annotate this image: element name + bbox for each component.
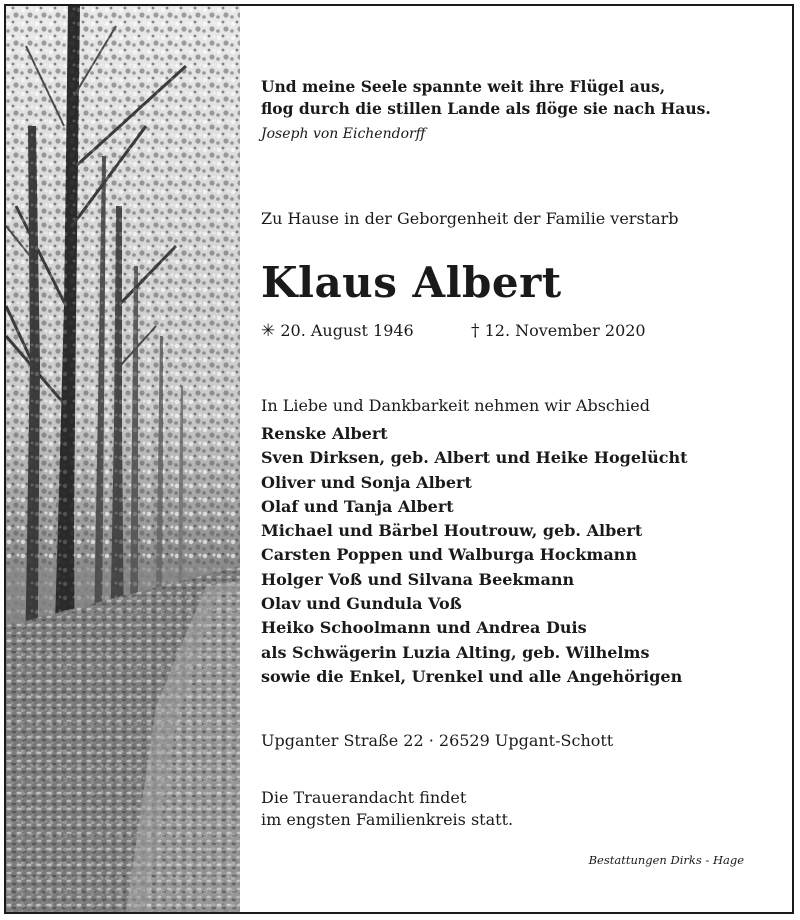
mourner: Sven Dirksen, geb. Albert und Heike Hogelücht: [261, 448, 688, 468]
death-date: 12. November 2020: [484, 321, 646, 340]
service-notice: [261, 787, 513, 831]
mourner: Olav und Gundula Voß: [261, 594, 462, 614]
mourner: Heiko Schoolmann und Andrea Duis: [261, 618, 587, 638]
mourner: Oliver und Sonja Albert: [261, 472, 472, 492]
service-line-2: im engsten Familienkreis statt.: [261, 810, 514, 829]
service-line-1: Die Trauerandacht findet: [261, 788, 467, 807]
mourners-list: [261, 422, 687, 689]
death-date-line: [471, 321, 646, 341]
mourner: Holger Voß und Silvana Beekmann: [261, 569, 575, 589]
intro-text: Zu Hause in der Geborgenheit der Familie verstarb: [261, 209, 679, 228]
undertaker-credit: Bestattungen Dirks - Hage: [588, 853, 744, 867]
forest-photo: [6, 6, 240, 912]
death-cross-icon: †: [471, 321, 480, 341]
motto-line-2: flog durch die stillen Lande als flöge sie nach Haus.: [261, 99, 711, 118]
motto-line-1: Und meine Seele spannte weit ihre Flügel aus,: [261, 77, 666, 96]
motto-author: Joseph von Eichendorff: [261, 126, 426, 142]
address: Upganter Straße 22 · 26529 Upgant-Schott: [261, 731, 614, 750]
mourner: sowie die Enkel, Urenkel und alle Angehörigen: [261, 666, 683, 686]
mourner: Carsten Poppen und Walburga Hockmann: [261, 545, 637, 565]
birth-date: 20. August 1946: [280, 321, 414, 340]
farewell-text: In Liebe und Dankbarkeit nehmen wir Abschied: [261, 396, 651, 415]
forest-path-image: [6, 6, 240, 912]
birth-date-line: [261, 321, 414, 341]
obituary-frame: [4, 4, 794, 914]
deceased-name: Klaus Albert: [261, 258, 562, 307]
mourner: Renske Albert: [261, 424, 388, 443]
mourner: Olaf und Tanja Albert: [261, 496, 454, 516]
mourner: als Schwägerin Luzia Alting, geb. Wilhelms: [261, 642, 650, 662]
birth-star-icon: ✳: [261, 321, 276, 341]
mourner: Michael und Bärbel Houtrouw, geb. Albert: [261, 521, 643, 541]
